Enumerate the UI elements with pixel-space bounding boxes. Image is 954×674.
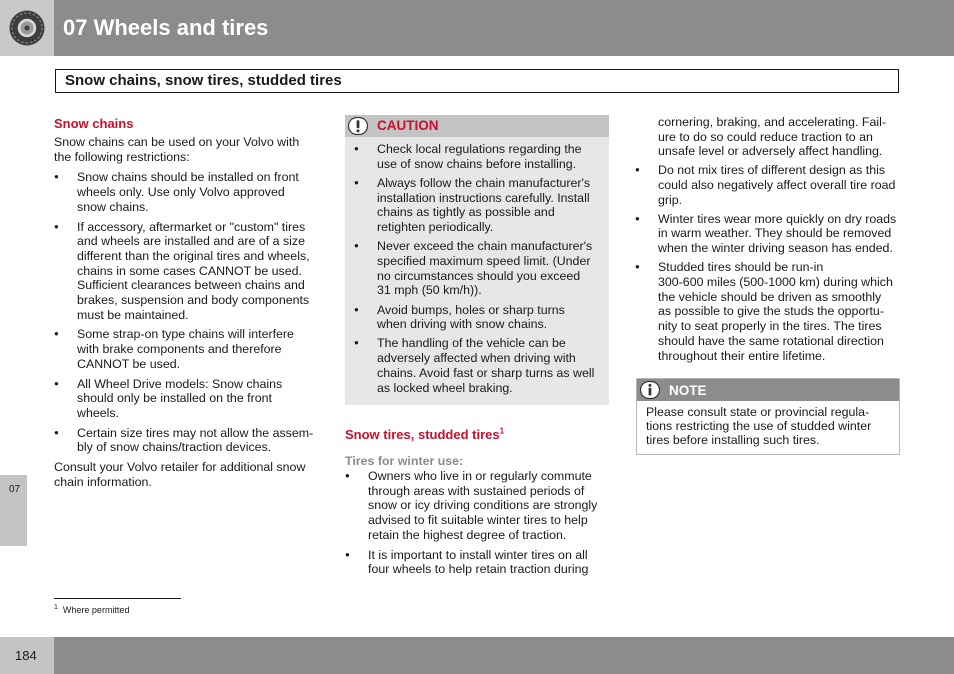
footer-page-box <box>0 637 54 674</box>
winter-tires-subheading: Tires for winter use: <box>345 454 464 468</box>
winter-tires-list <box>345 469 611 577</box>
note-text: Please consult state or provincial regula- tions restricting the use of studded winter tires before installing such tires. <box>646 405 872 447</box>
list-item: ● Check local regulations regarding the use of snow chains before installing. <box>354 142 600 171</box>
list-item: ● If accessory, aftermarket or "custom" tires and wheels are installed and are of a size different than the original tires and wheels, chains in some cases CANNOT be used. Sufficient clearances between chains and brakes, suspension and body components must be maintained. <box>54 220 326 323</box>
caution-header <box>345 115 609 137</box>
chapter-title: 07 Wheels and tires <box>63 15 269 40</box>
footnote: $^1$ Where permitted <box>54 604 130 615</box>
list-item: ● It is important to install winter tires on all four wheels to help retain traction during <box>345 548 611 577</box>
chapter-icon-box <box>0 0 54 56</box>
caution-list <box>354 142 600 400</box>
note-box <box>636 378 900 455</box>
section-title: Snow chains, snow tires, studded tires <box>65 72 342 89</box>
footnote-marker: 1 <box>499 426 505 436</box>
list-item: ● Winter tires wear more quickly on dry roads in warm weather. They should be removed when the winter driving season has ended. <box>635 212 901 256</box>
list-item: ● Certain size tires may not allow the assem- bly of snow chains/traction devices. <box>54 426 326 455</box>
section-title-box <box>55 69 899 93</box>
list-item: ● Avoid bumps, holes or sharp turns when driving with snow chains. <box>354 303 600 332</box>
snow-chains-intro: Snow chains can be used on your Volvo with the following restrictions: <box>54 135 300 164</box>
list-item: ● Snow chains should be installed on front wheels only. Use only Volvo approved snow chains. <box>54 170 326 214</box>
snow-chains-column <box>54 135 326 489</box>
list-item: ● The handling of the vehicle can be adversely affected when driving with chains. Avoid fast or sharp turns as well as locked wheel braking. <box>354 336 600 395</box>
snow-chains-outro: Consult your Volvo retailer for additional snow chain information. <box>54 460 306 489</box>
snow-chains-heading: Snow chains <box>54 116 134 131</box>
list-item: ● Never exceed the chain manufacturer's specified maximum speed limit. (Under no circumstances should you exceed 31 mph (50 km/h)). <box>354 239 600 298</box>
list-item: ● Always follow the chain manufacturer's installation instructions carefully. Install chains as tightly as possible and retighten periodically. <box>354 176 600 235</box>
page-number: 184 <box>15 648 37 663</box>
list-item: ● Do not mix tires of different design as this could also negatively affect overall tire road grip. <box>635 163 901 207</box>
warning-exclamation-icon <box>348 117 368 135</box>
note-header <box>637 379 899 401</box>
list-item: ● Owners who live in or regularly commute through areas with sustained periods of snow or icy driving conditions are strongly advised to fit suitable winter tires to help retain the highest degree of traction. <box>345 469 611 543</box>
footer-bar <box>54 637 954 674</box>
chapter-side-tab <box>0 475 27 546</box>
caution-box <box>345 115 609 405</box>
list-item: ● Studded tires should be run-in 300-600 miles (500-1000 km) during which the vehicle should be driven as smoothly as possible to give the studs the opportu- nity to seat properly in the tires. The tires should have the same rotational direction throughout their entire lifetime. <box>635 260 901 363</box>
note-title: NOTE <box>669 383 707 398</box>
list-item: ● All Wheel Drive models: Snow chains should only be installed on the front wheels. <box>54 377 326 421</box>
winter-tires-list-continued <box>635 163 901 363</box>
winter-tires-continuation: cornering, braking, and accelerating. Fail- ure to do so could reduce traction to an unsafe level or adversely affect handling. <box>658 115 886 159</box>
list-item: ● Some strap-on type chains will interfere with brake components and therefore CANNOT be used. <box>54 327 326 371</box>
right-column <box>635 115 901 363</box>
tire-icon <box>8 9 46 47</box>
footnote-divider <box>54 598 181 599</box>
snow-chains-list <box>54 170 326 455</box>
snow-tires-heading: Snow tires, studded tires$^1$ <box>345 426 505 442</box>
info-icon <box>640 381 660 399</box>
chapter-tab-label: 07 <box>9 484 21 495</box>
caution-title: CAUTION <box>377 118 439 133</box>
